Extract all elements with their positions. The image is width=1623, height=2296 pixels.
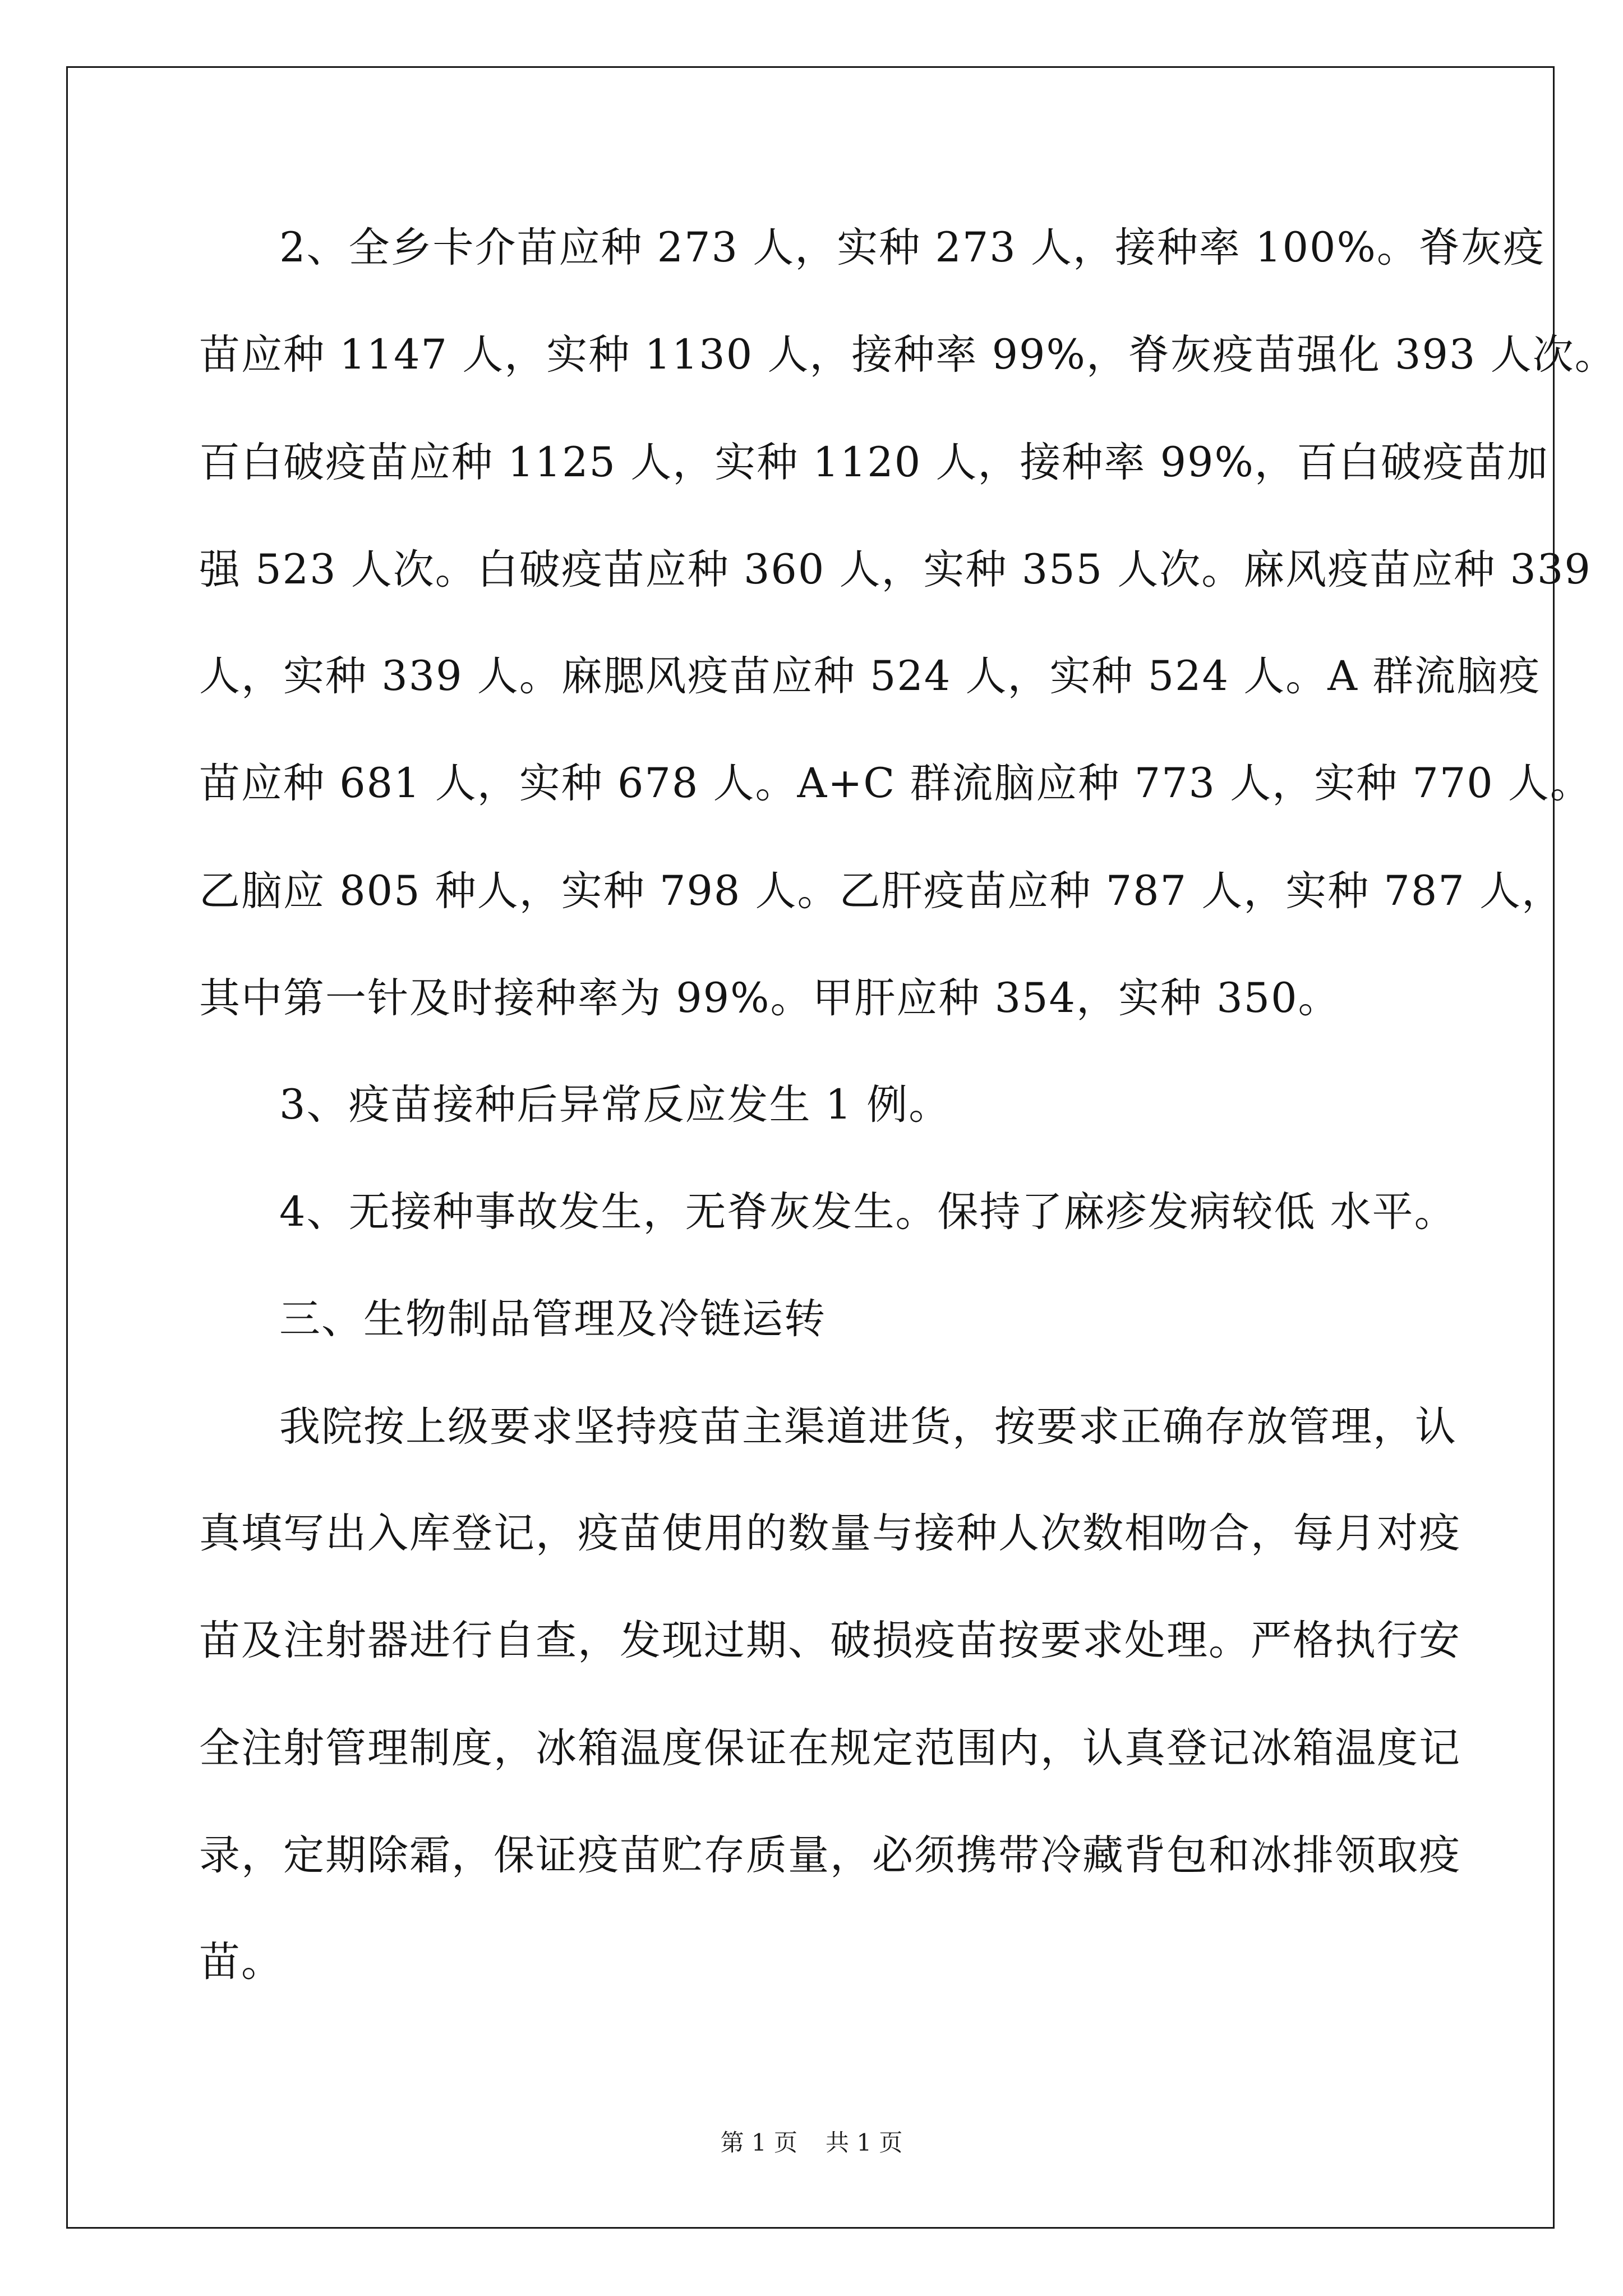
- text-line: 2、全乡卡介苗应种 273 人，实种 273 人，接种率 100%。脊灰疫: [279, 224, 1545, 272]
- text-line: 苗应种 681 人，实种 678 人。A+C 群流脑应种 773 人，实种 770 人。: [199, 760, 1592, 807]
- text-line: 乙脑应 805 种人，实种 798 人。乙肝疫苗应种 787 人，实种 787 人，: [199, 867, 1564, 915]
- text-line: 真填写出入库登记，疫苗使用的数量与接种人次数相吻合，每月对疫: [199, 1510, 1461, 1557]
- text-line: 全注射管理制度，冰箱温度保证在规定范围内，认真登记冰箱温度记: [199, 1724, 1461, 1772]
- text-line: 4、无接种事故发生，无脊灰发生。保持了麻疹发病较低 水平。: [279, 1188, 1456, 1236]
- text-line: 人，实种 339 人。麻腮风疫苗应种 524 人，实种 524 人。A 群流脑疫: [199, 652, 1541, 700]
- text-line: 3、疫苗接种后异常反应发生 1 例。: [279, 1081, 951, 1129]
- text-line: 苗。: [199, 1938, 283, 1986]
- page-total: 共 1 页: [826, 2129, 903, 2156]
- text-line: 苗及注射器进行自查，发现过期、破损疫苗按要求处理。严格执行安: [199, 1617, 1461, 1664]
- page-number: 第 1 页: [720, 2129, 797, 2156]
- section-heading: 三、生物制品管理及冷链运转: [279, 1295, 826, 1343]
- text-line: 录，定期除霜，保证疫苗贮存质量，必须携带冷藏背包和冰排领取疫: [199, 1832, 1461, 1879]
- text-line: 我院按上级要求坚持疫苗主渠道进货，按要求正确存放管理，认: [279, 1403, 1457, 1451]
- text-line: 强 523 人次。白破疫苗应种 360 人，实种 355 人次。麻风疫苗应种 339: [199, 546, 1592, 593]
- text-line: 苗应种 1147 人，实种 1130 人，接种率 99%，脊灰疫苗强化 393 人次。: [199, 331, 1617, 379]
- page-footer: [0, 2126, 1623, 2160]
- text-line: 百白破疫苗应种 1125 人，实种 1120 人，接种率 99%，百白破疫苗加: [199, 439, 1549, 486]
- page-border: [66, 66, 1617, 2229]
- text-line: 其中第一针及时接种率为 99%。甲肝应种 354，实种 350。: [199, 974, 1340, 1022]
